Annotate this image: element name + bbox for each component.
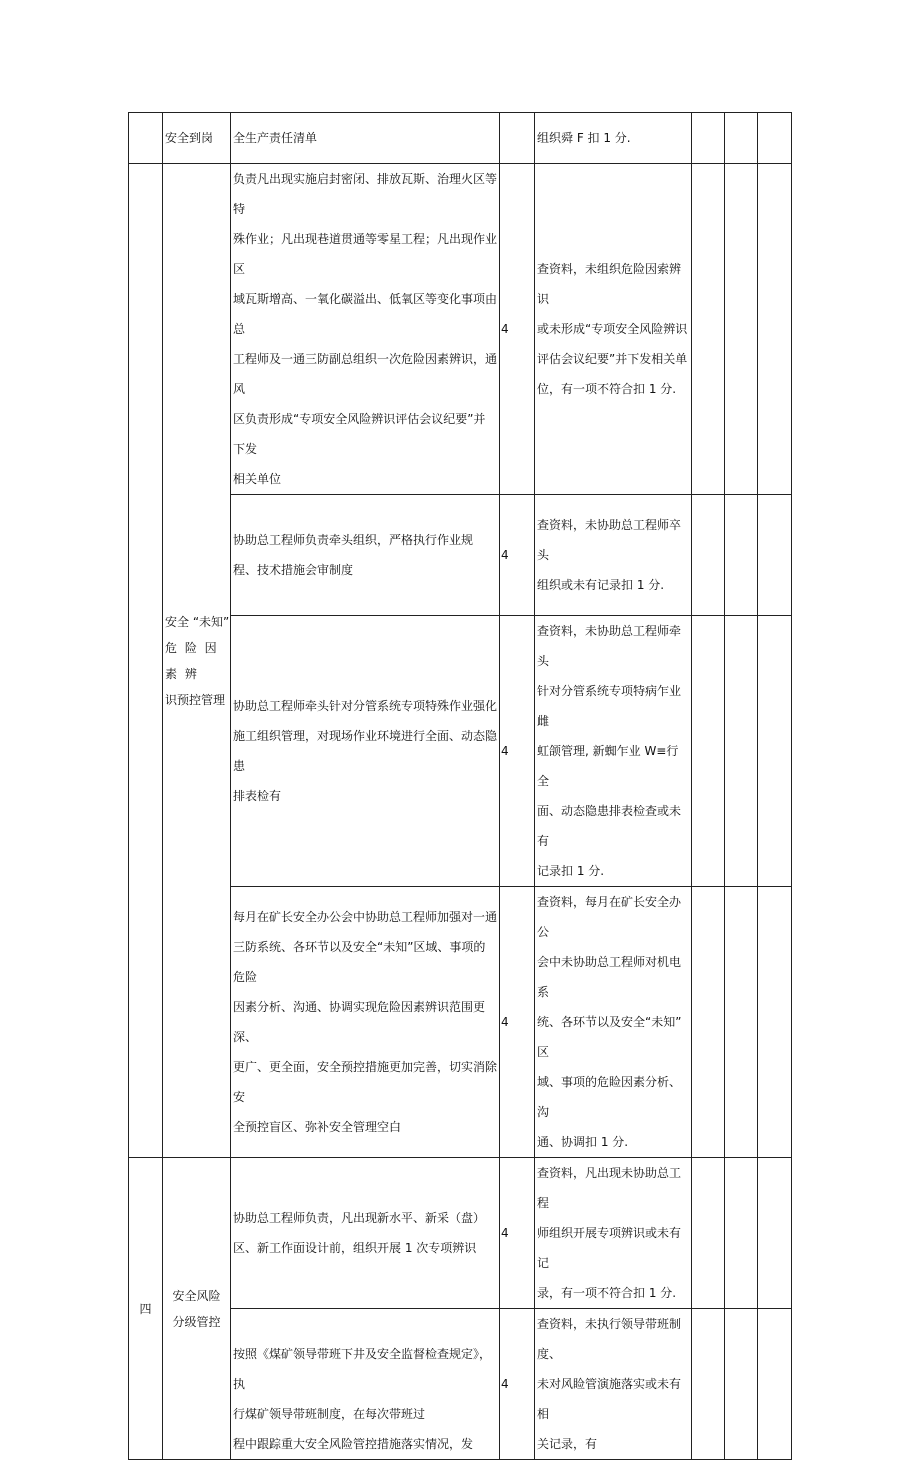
content-line: 工程师及一通三防副总组织一次危险因素辨识，通风 [233, 352, 498, 396]
method-line: 查资料，每月在矿长安全办公 [537, 895, 682, 939]
method-line: 虹颌管理, 新蜘乍业 W≡行全 [537, 744, 679, 788]
item-cell [163, 1158, 231, 1460]
blank-cell [758, 616, 792, 887]
method-line: 查资料，未执行领导带班制度、 [537, 1317, 682, 1361]
method-line: 录，有一项不符合扣 1 分. [537, 1286, 677, 1300]
content-cell [231, 495, 500, 616]
score-cell: 4 [500, 616, 535, 887]
item-cell [163, 164, 231, 1158]
method-line: 未对风睑管演施落实或未有相 [537, 1377, 682, 1421]
method-line: 针对分管系统专项特病乍业雌 [537, 684, 682, 728]
method-cell [535, 113, 692, 164]
method-line: 组织舜 F 扣 1 分. [537, 131, 631, 145]
method-line: 组织或未有记录扣 1 分. [537, 578, 665, 592]
blank-cell [725, 1158, 758, 1309]
blank-cell [758, 1158, 792, 1309]
table-row [129, 113, 792, 164]
content-cell [231, 164, 500, 495]
blank-cell [758, 164, 792, 495]
method-line: 统、各环节以及安全“未知” 区 [537, 1015, 682, 1059]
item-line: 安全风险 [172, 1288, 221, 1303]
content-cell [231, 1158, 500, 1309]
method-cell [535, 616, 692, 887]
method-line: 或未形成“专项安全风险辨识 [537, 322, 688, 336]
content-line: 三防系统、各环节以及安全“未知”区域、事项的危险 [233, 940, 486, 984]
content-line: 协助总工程师负责，凡出现新水平、新采（盘） [233, 1211, 486, 1225]
method-line: 评估会议纪要”并下发相关单 [537, 352, 688, 366]
blank-cell [725, 1309, 758, 1460]
item-line: 分级管控 [172, 1314, 221, 1329]
content-line: 协助总工程师牵头针对分管系统专项特殊作业强化 [233, 699, 498, 713]
score-cell: 4 [500, 1309, 535, 1460]
method-line: 面、动态隐患排表检查或未有 [537, 804, 682, 848]
content-line: 殊作业；凡出现巷道贯通等零星工程；凡出现作业区 [233, 232, 498, 276]
method-line: 位，有一项不符合扣 1 分. [537, 382, 677, 396]
content-line: 因素分析、沟通、协调实现危险因素辨识范围更深、 [233, 1000, 486, 1044]
content-line: 协助总工程师负责牵头组织，严格执行作业规 [233, 533, 474, 547]
item-line: 安全到岗 [165, 131, 214, 145]
blank-cell [758, 113, 792, 164]
number-cell: 四 [129, 1158, 163, 1460]
item-line: 识预控管理 [165, 692, 226, 707]
item-line: 危 险 因 素 辨 [165, 640, 219, 681]
score-cell: 4 [500, 887, 535, 1158]
blank-cell [692, 1158, 725, 1309]
method-line: 师组织开展专项辨识或未有记 [537, 1226, 682, 1270]
number-cell [129, 164, 163, 1158]
method-line: 查资料，未组织危险因索辨识 [537, 262, 682, 306]
content-line: 全预控盲区、弥补安全管理空白 [233, 1120, 402, 1134]
blank-cell [758, 495, 792, 616]
blank-cell [725, 113, 758, 164]
method-cell [535, 495, 692, 616]
method-cell [535, 164, 692, 495]
table-row [129, 1158, 792, 1309]
content-line: 区负责形成“专项安全风险辨识评估会议纪要”并下发 [233, 412, 486, 456]
score-cell: 4 [500, 1158, 535, 1309]
number-cell [129, 113, 163, 164]
blank-cell [758, 887, 792, 1158]
item-line: 安全 “未知” [165, 614, 230, 629]
content-line: 按照《煤矿领导带班下井及安全监督检查规定》，执 [233, 1347, 492, 1391]
content-line: 相关单位 [233, 472, 282, 486]
content-line: 程、技术措施会审制度 [233, 563, 354, 577]
method-line: 查资料，凡出现未协助总工程 [537, 1166, 682, 1210]
content-line: 更广、更全面，安全预控措施更加完善，切实消除安 [233, 1060, 498, 1104]
content-line: 区、新工作面设计前，组织开展 1 次专项辨识 [233, 1241, 477, 1255]
content-line: 程中跟踪重大安全风险管控措施落实情况，发 [233, 1437, 474, 1451]
blank-cell [758, 1309, 792, 1460]
method-line: 会中未协助总工程师对机电系 [537, 955, 682, 999]
content-line: 施工组织管理，对现场作业环境进行全面、动态隐患 [233, 729, 498, 773]
method-cell [535, 1309, 692, 1460]
method-cell [535, 887, 692, 1158]
blank-cell [692, 1309, 725, 1460]
content-line: 全生产责任清单 [233, 131, 318, 145]
method-line: 关记录，有 [537, 1437, 598, 1451]
method-line: 记录扣 1 分. [537, 864, 605, 878]
method-line: 查资料，未协助总工程师牵头 [537, 624, 682, 668]
method-line: 域、事项的危睑因素分析、沟 [537, 1075, 682, 1119]
table-row [129, 164, 792, 495]
blank-cell [692, 495, 725, 616]
blank-cell [692, 887, 725, 1158]
blank-cell [692, 113, 725, 164]
score-cell [500, 113, 535, 164]
item-cell [163, 113, 231, 164]
blank-cell [725, 495, 758, 616]
content-line: 排表检有 [233, 789, 282, 803]
blank-cell [725, 616, 758, 887]
content-cell [231, 113, 500, 164]
score-cell: 4 [500, 495, 535, 616]
content-cell [231, 616, 500, 887]
blank-cell [692, 616, 725, 887]
blank-cell [725, 887, 758, 1158]
method-line: 通、协调扣 1 分. [537, 1135, 629, 1149]
content-cell [231, 887, 500, 1158]
content-line: 每月在矿长安全办公会中协助总工程师加强对一通 [233, 910, 498, 924]
blank-cell [692, 164, 725, 495]
content-line: 行煤矿领导带班制度，在每次带班过 [233, 1407, 426, 1421]
content-line: 域瓦斯增高、一氧化碳溢出、低氧区等变化事项由总 [233, 292, 498, 336]
score-cell: 4 [500, 164, 535, 495]
method-cell [535, 1158, 692, 1309]
content-cell [231, 1309, 500, 1460]
content-line: 负责凡出现实施启封密闭、排放瓦斯、治理火区等特 [233, 172, 498, 216]
method-line: 查资料，未协助总工程师卒头 [537, 518, 682, 562]
blank-cell [725, 164, 758, 495]
assessment-table [128, 112, 792, 1460]
